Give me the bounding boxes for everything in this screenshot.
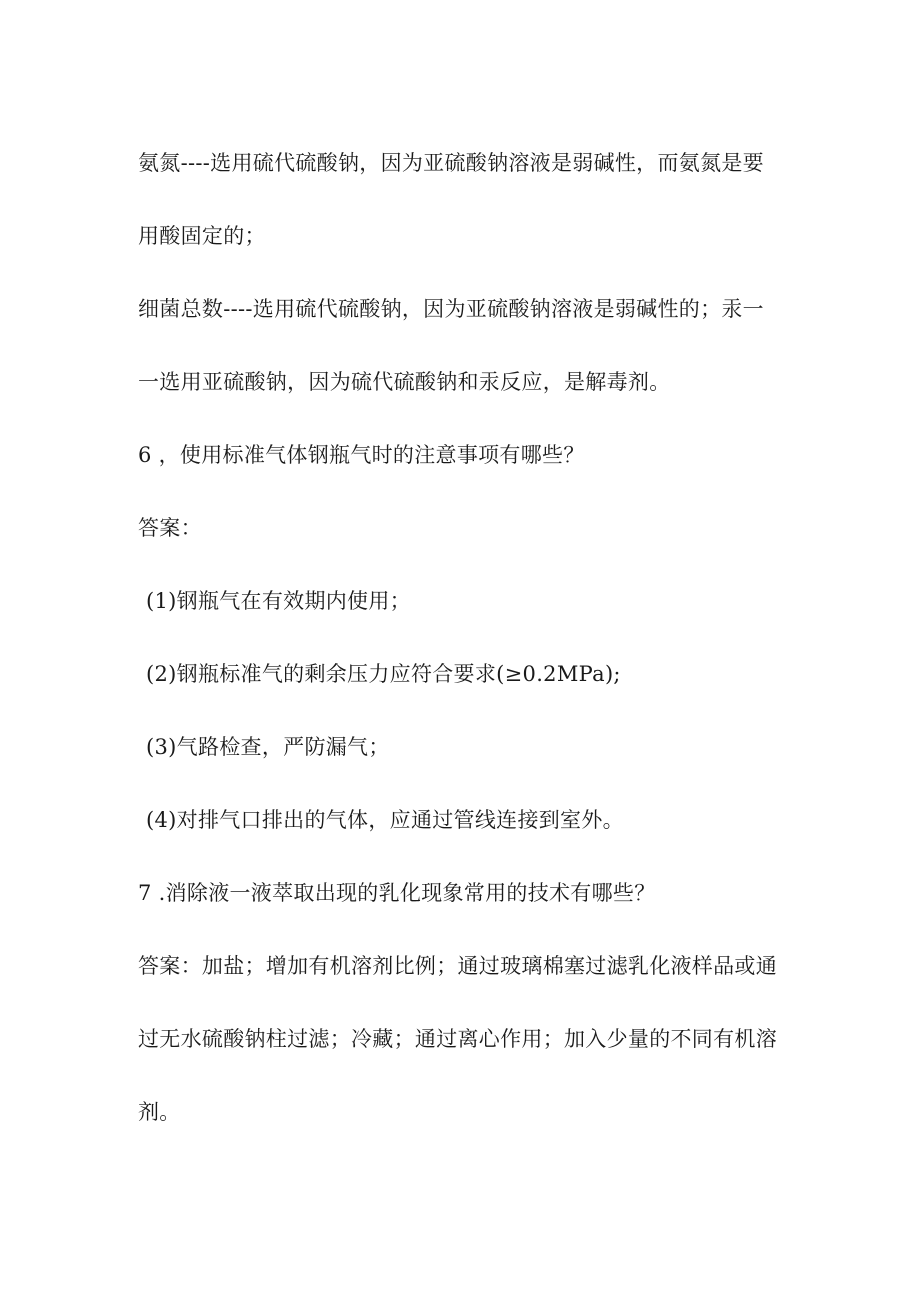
paragraph-ammonia-line-1: 氨氮----选用硫代硫酸钠，因为亚硫酸钠溶液是弱碱性，而氨氮是要 [138, 151, 764, 175]
paragraph-bacteria-line-2: 一选用亚硫酸钠，因为硫代硫酸钠和汞反应，是解毒剂。 [138, 370, 671, 394]
answer-7-line-2: 过无水硫酸钠柱过滤；冷藏；通过离心作用；加入少量的不同有机溶 [138, 1027, 777, 1051]
answer-7-line-1: 答案：加盐；增加有机溶剂比例；通过玻璃棉塞过滤乳化液样品或通 [138, 954, 777, 978]
answer-6-item-2: (2)钢瓶标准气的剩余压力应符合要求(≥0.2MPa); [146, 662, 621, 686]
answer-6-label: 答案： [138, 516, 202, 540]
answer-7-line-3: 剂。 [138, 1100, 181, 1124]
question-6-heading: 6 ，使用标准气体钢瓶气时的注意事项有哪些？ [138, 443, 585, 467]
question-7-heading: 7 .消除液一液萃取出现的乳化现象常用的技术有哪些？ [138, 881, 656, 905]
paragraph-bacteria-line-1: 细菌总数----选用硫代硫酸钠，因为亚硫酸钠溶液是弱碱性的；汞一 [138, 297, 764, 321]
paragraph-ammonia-line-2: 用酸固定的； [138, 224, 266, 248]
answer-6-item-3: (3)气路检查，严防漏气； [146, 735, 390, 759]
answer-6-item-1: (1)钢瓶气在有效期内使用； [146, 589, 411, 613]
answer-6-item-4: (4)对排气口排出的气体，应通过管线连接到室外。 [146, 808, 624, 832]
